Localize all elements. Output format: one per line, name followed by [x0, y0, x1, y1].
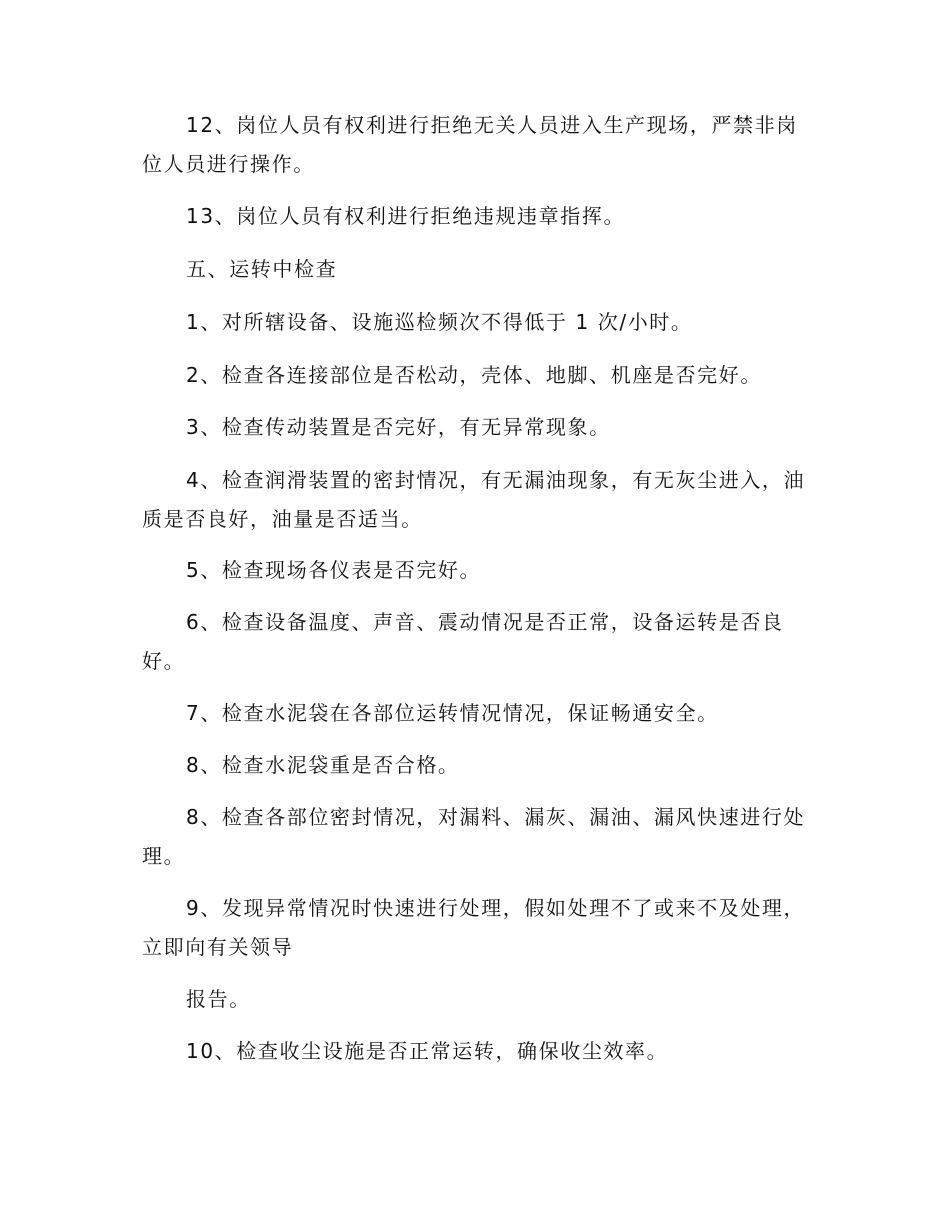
- paragraph-line: 7、检查水泥袋在各部位运转情况情况，保证畅通安全。: [186, 701, 719, 725]
- paragraph-line: 8、检查各部位密封情况，对漏料、漏灰、漏油、漏风快速进行处: [186, 805, 806, 829]
- check-item-9: [142, 889, 812, 967]
- paragraph-line: 9、发现异常情况时快速进行处理，假如处理不了或来不及处理，: [186, 896, 806, 920]
- paragraph-line: 4、检查润滑装置的密封情况，有无漏油现象，有无灰尘进入，油: [186, 468, 806, 492]
- check-item-9-continued: [142, 980, 812, 1019]
- check-item-3: [142, 408, 812, 447]
- check-item-8b: [142, 798, 812, 876]
- paragraph-line: 好。: [142, 649, 186, 673]
- check-item-8a: [142, 746, 812, 785]
- check-item-6: [142, 603, 812, 681]
- section-heading-text: 五、运转中检查: [186, 257, 338, 281]
- check-item-4: [142, 461, 812, 539]
- paragraph-line: 立即向有关领导: [142, 935, 294, 959]
- paragraph-line: 质是否良好，油量是否适当。: [142, 507, 423, 531]
- check-item-1: [142, 303, 812, 342]
- check-item-5: [142, 551, 812, 590]
- paragraph-line: 5、检查现场各仪表是否完好。: [186, 558, 482, 582]
- paragraph-line: 8、检查水泥袋重是否合格。: [186, 753, 460, 777]
- check-item-2: [142, 356, 812, 395]
- paragraph-line: 理。: [142, 844, 186, 868]
- section-heading-5: [142, 250, 812, 289]
- paragraph-line: 10、检查收尘设施是否正常运转，确保收尘效率。: [186, 1039, 669, 1063]
- paragraph-line: 位人员进行操作。: [142, 152, 315, 176]
- check-item-10: [142, 1032, 812, 1071]
- paragraph-line: 1、对所辖设备、设施巡检频次不得低于 1 次/小时。: [186, 310, 693, 334]
- paragraph-line: 3、检查传动装置是否完好，有无异常现象。: [186, 415, 611, 439]
- paragraph-line: 12、岗位人员有权利进行拒绝无关人员进入生产现场，严禁非岗: [186, 113, 798, 137]
- paragraph-item-12: [142, 106, 812, 184]
- paragraph-line: 2、检查各连接部位是否松动，壳体、地脚、机座是否完好。: [186, 363, 762, 387]
- paragraph-line: 6、检查设备温度、声音、震动情况是否正常，设备运转是否良: [186, 610, 784, 634]
- paragraph-item-13: [142, 197, 812, 236]
- paragraph-line: 报告。: [186, 987, 251, 1011]
- check-item-7: [142, 694, 812, 733]
- paragraph-line: 13、岗位人员有权利进行拒绝违规违章指挥。: [186, 204, 626, 228]
